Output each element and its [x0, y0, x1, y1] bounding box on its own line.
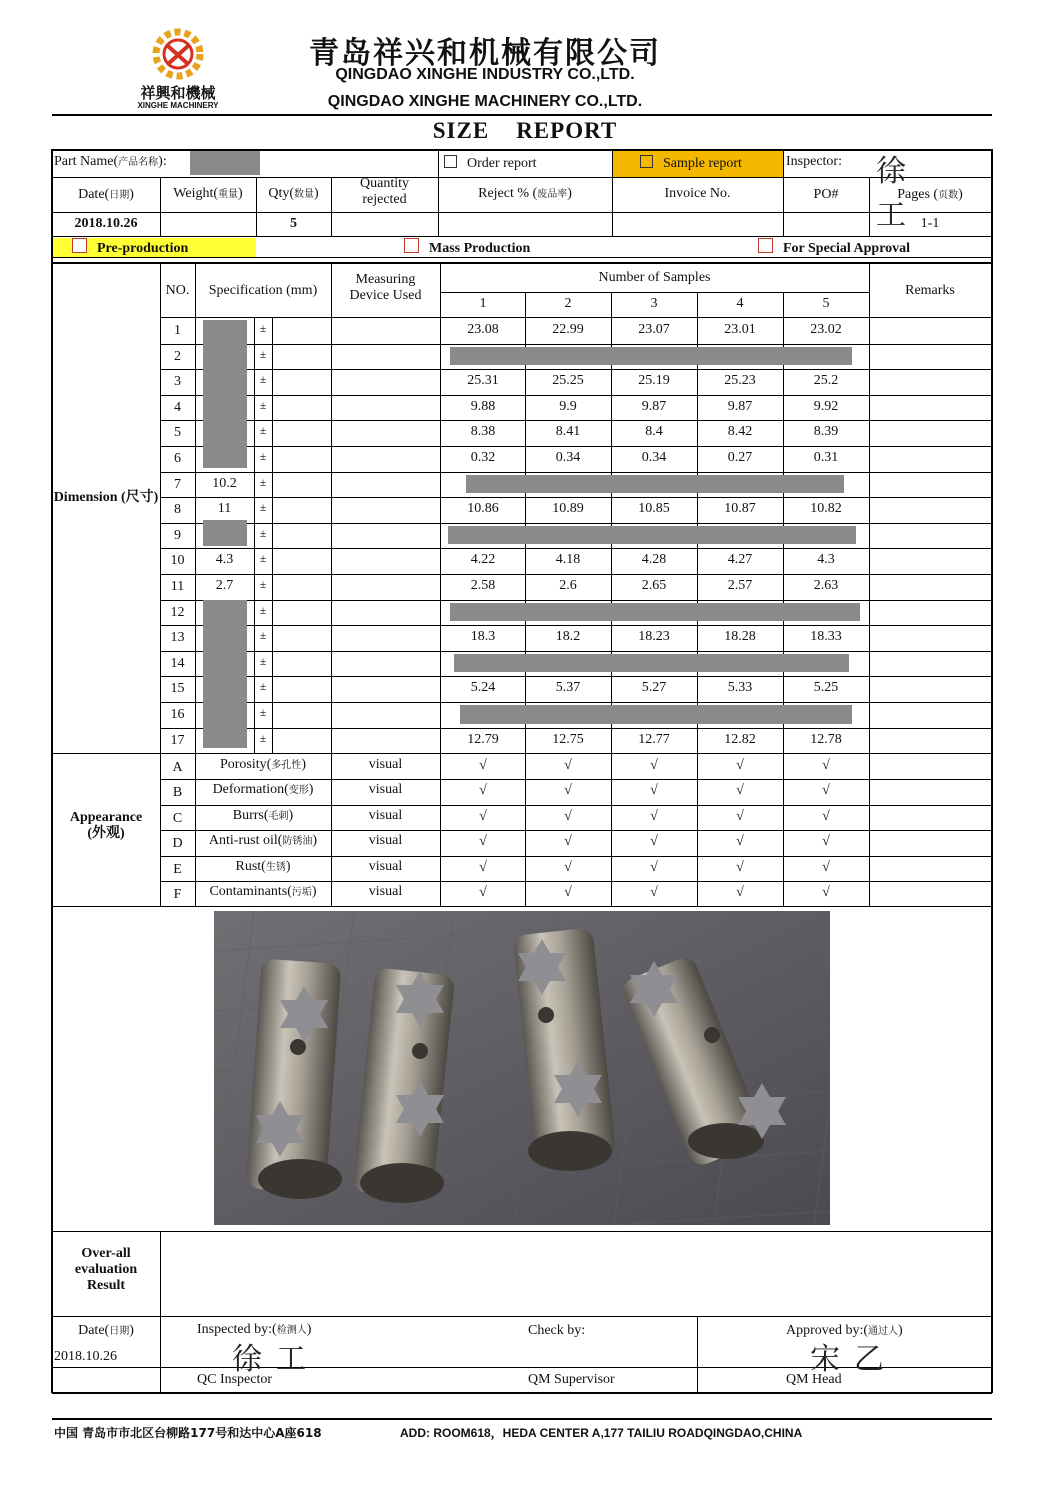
check-mark: √ — [479, 758, 487, 773]
sample-value: 9.87 — [641, 398, 667, 414]
logo-text-en: XINGHE MACHINERY — [137, 101, 219, 110]
check-mark: √ — [736, 808, 744, 824]
footer-address-cn: 中国 青岛市市北区台柳路177号和达中心A座618 — [54, 1426, 322, 1440]
check-mark: √ — [736, 859, 744, 875]
check-by-label: Check by: — [528, 1323, 586, 1338]
sample-value: 2.65 — [641, 578, 667, 593]
redacted-row-values — [454, 654, 849, 673]
sample-value: 0.32 — [470, 450, 496, 465]
check-mark: √ — [564, 834, 572, 850]
dimension-no: 1 — [174, 323, 181, 338]
dimension-no: 6 — [174, 451, 181, 466]
report-title: SIZE REPORT — [432, 118, 618, 143]
sample-value: 4.22 — [470, 552, 496, 568]
product-photo — [214, 911, 830, 1225]
redacted-row-values — [460, 705, 852, 724]
pre-production-option[interactable]: Pre-production — [72, 238, 188, 257]
company-name-cn: 青岛祥兴和机械有限公司 — [309, 36, 661, 71]
appearance-no: D — [172, 836, 183, 852]
dimension-spec: 10.2 — [212, 475, 237, 491]
appearance-item: Contaminants(污垢) — [209, 884, 317, 899]
check-mark: √ — [822, 808, 830, 824]
check-mark: √ — [650, 783, 658, 799]
plus-minus-sign: ± — [259, 321, 267, 335]
sample-value: 5.37 — [555, 680, 581, 696]
dimension-no: 16 — [170, 707, 185, 722]
sample-value: 12.78 — [810, 731, 842, 747]
sample-value: 5.27 — [641, 680, 667, 696]
sample-value: 8.39 — [813, 424, 839, 440]
redacted-row-values — [450, 347, 852, 366]
signoff-date-label: Date(日期) — [78, 1323, 134, 1338]
qm-supervisor-label: QM Supervisor — [528, 1372, 615, 1387]
sample-value: 9.88 — [470, 398, 496, 414]
sample-value: 2.63 — [813, 578, 839, 593]
dimension-no: 8 — [174, 502, 181, 518]
check-mark: √ — [650, 834, 658, 850]
check-mark: √ — [479, 885, 487, 900]
sample-value: 10.85 — [638, 501, 670, 517]
sample-value: 18.3 — [470, 629, 496, 645]
sample-value: 25.2 — [813, 373, 839, 389]
pages-label: Pages (页数) — [897, 187, 963, 202]
check-mark: √ — [564, 783, 572, 799]
po-label: PO# — [813, 187, 839, 202]
check-mark: √ — [650, 885, 658, 900]
dimension-no: 13 — [170, 630, 185, 646]
qty-label: Qty(数量) — [268, 186, 319, 201]
sample-value: 8.41 — [555, 424, 581, 440]
sample-value: 9.92 — [813, 398, 839, 414]
appearance-device: visual — [368, 782, 403, 798]
check-mark: √ — [822, 783, 830, 799]
sample-value: 5.24 — [470, 680, 496, 696]
invoice-label: Invoice No. — [664, 186, 731, 201]
sample-value: 9.9 — [559, 398, 577, 414]
check-mark: √ — [822, 834, 830, 850]
appearance-no: B — [172, 785, 183, 801]
sample-value: 10.87 — [724, 501, 756, 517]
check-mark: √ — [479, 859, 487, 875]
redacted-row-values — [450, 603, 860, 622]
plus-minus-sign: ± — [259, 602, 267, 617]
plus-minus-sign: ± — [259, 397, 267, 412]
part-name-redacted — [190, 151, 260, 175]
qc-inspector-label: QC Inspector — [197, 1372, 273, 1387]
company-name-en-industry: QINGDAO XINGHE INDUSTRY CO.,LTD. — [335, 66, 635, 83]
appearance-no: C — [172, 810, 183, 826]
dimension-no: 10 — [170, 553, 185, 569]
sample-col-header-2: 2 — [564, 296, 572, 311]
appearance-device: visual — [368, 833, 403, 849]
sample-value: 12.75 — [552, 731, 584, 747]
dimension-spec: 2.7 — [215, 578, 234, 593]
plus-minus-sign: ± — [259, 730, 267, 745]
sample-value: 2.57 — [727, 578, 753, 593]
appearance-device: visual — [368, 884, 403, 899]
order-report-option[interactable]: Order report — [444, 155, 537, 172]
sample-value: 23.08 — [467, 322, 499, 337]
sample-value: 5.25 — [813, 680, 839, 696]
part-name-label: Part Name(产品名称): — [54, 154, 167, 169]
sample-col-header-5: 5 — [822, 296, 830, 311]
check-mark: √ — [479, 783, 487, 799]
check-mark: √ — [822, 885, 830, 900]
plus-minus-sign: ± — [259, 679, 267, 694]
sample-col-header-1: 1 — [479, 296, 487, 311]
date-label: Date(日期) — [78, 187, 134, 202]
col-header-no: NO. — [165, 283, 190, 298]
plus-minus-sign: ± — [259, 551, 267, 566]
sample-value: 12.79 — [467, 731, 499, 747]
sample-value: 8.42 — [727, 424, 753, 440]
plus-minus-sign: ± — [259, 449, 267, 463]
plus-minus-sign: ± — [259, 628, 267, 643]
appearance-device: visual — [368, 858, 403, 874]
company-name-en-machinery: QINGDAO XINGHE MACHINERY CO.,LTD. — [327, 93, 643, 110]
appearance-item: Rust(生锈) — [235, 858, 291, 874]
sample-col-header-3: 3 — [650, 296, 658, 311]
check-mark: √ — [736, 783, 744, 799]
sample-value: 8.38 — [470, 424, 496, 440]
sample-value: 2.58 — [470, 578, 496, 593]
appearance-no: F — [173, 887, 182, 902]
dimension-no: 3 — [174, 374, 181, 390]
dimension-no: 2 — [174, 348, 181, 364]
sample-value: 12.82 — [724, 731, 756, 747]
sample-value: 18.2 — [555, 629, 581, 645]
plus-minus-sign: ± — [259, 372, 267, 387]
sample-value: 4.28 — [641, 552, 667, 568]
plus-minus-sign: ± — [259, 525, 267, 540]
inspected-by-label: Inspected by:(检测人) — [197, 1322, 312, 1337]
col-header-samples: Number of Samples — [598, 270, 711, 285]
check-mark: √ — [736, 834, 744, 850]
footer-rule — [52, 1418, 992, 1420]
appearance-no: E — [173, 861, 182, 877]
check-mark: √ — [822, 859, 830, 875]
sample-value: 0.34 — [555, 450, 581, 465]
date-value: 2018.10.26 — [74, 216, 138, 231]
approved-by-label: Approved by:(通过人) — [786, 1323, 903, 1338]
sample-value: 4.3 — [817, 552, 835, 568]
appearance-no: A — [172, 760, 183, 775]
qty-value: 5 — [290, 216, 297, 231]
plus-minus-sign: ± — [259, 346, 267, 361]
dimension-no: 9 — [174, 527, 181, 543]
sample-value: 22.99 — [552, 322, 584, 337]
sample-report-checkbox[interactable] — [640, 155, 653, 168]
appearance-device: visual — [368, 757, 403, 772]
plus-minus-sign: ± — [259, 423, 267, 438]
dimension-no: 12 — [170, 604, 185, 620]
sample-value: 9.87 — [727, 398, 753, 414]
approved-by-signature: 宋乙 — [810, 1342, 898, 1377]
inspector-label: Inspector: — [786, 154, 842, 169]
mass-production-checkbox[interactable] — [404, 238, 419, 253]
special-approval-option[interactable]: For Special Approval — [758, 238, 910, 257]
dimension-no: 4 — [174, 399, 181, 415]
sample-value: 23.07 — [638, 322, 670, 337]
sample-value: 8.4 — [645, 424, 663, 440]
sample-value: 2.6 — [559, 578, 577, 593]
dimension-no: 15 — [170, 681, 185, 697]
col-header-device: Measuring Device Used — [349, 272, 422, 304]
pre-production-checkbox[interactable] — [72, 238, 87, 253]
sample-value: 25.31 — [467, 373, 499, 389]
sample-value: 25.19 — [638, 373, 670, 389]
col-header-remarks: Remarks — [905, 283, 955, 298]
qty-rejected-label: Quantity rejected — [360, 176, 409, 208]
special-approval-checkbox[interactable] — [758, 238, 773, 253]
overall-evaluation-label: Over-all evaluation Result — [74, 1246, 138, 1294]
appearance-item: Burrs(毛刺) — [232, 807, 294, 823]
check-mark: √ — [650, 859, 658, 875]
footer-address-en: ADD: ROOM618，HEDA CENTER A,177 TAILIU ROADQINGDAO,CHINA — [400, 1426, 803, 1440]
sample-value: 12.77 — [638, 731, 670, 747]
col-header-spec: Specification (mm) — [208, 283, 318, 298]
inspector-signature: 徐工 — [876, 154, 920, 233]
sample-value: 10.89 — [552, 501, 584, 517]
appearance-item: Anti-rust oil(防锈油) — [208, 833, 318, 849]
sample-value: 10.82 — [810, 501, 842, 517]
sample-value: 18.23 — [638, 629, 670, 645]
check-mark: √ — [650, 758, 658, 773]
dimension-no: 11 — [170, 579, 185, 594]
redacted-spec — [203, 520, 247, 546]
qm-head-label: QM Head — [786, 1372, 842, 1387]
plus-minus-sign: ± — [259, 653, 267, 668]
dimension-section-label: Dimension (尺寸) — [53, 490, 159, 505]
mass-production-option[interactable]: Mass Production — [404, 238, 530, 257]
order-report-checkbox[interactable] — [444, 155, 457, 168]
reject-percent-label: Reject % (废品率) — [478, 186, 572, 201]
check-mark: √ — [564, 859, 572, 875]
appearance-section-label: Appearance (外观) — [69, 810, 143, 842]
check-mark: √ — [479, 808, 487, 824]
sample-value: 4.27 — [727, 552, 753, 568]
plus-minus-sign: ± — [259, 705, 267, 719]
weight-label: Weight(重量) — [173, 186, 243, 201]
signoff-date-value: 2018.10.26 — [54, 1349, 117, 1364]
sample-value: 10.86 — [467, 501, 499, 517]
dimension-no: 14 — [170, 655, 185, 671]
appearance-device: visual — [368, 807, 403, 823]
header-rule — [52, 114, 992, 116]
redacted-row-values — [466, 475, 844, 494]
plus-minus-sign: ± — [259, 474, 267, 489]
check-mark: √ — [564, 808, 572, 824]
sample-value: 25.23 — [724, 373, 756, 389]
plus-minus-sign: ± — [259, 577, 267, 591]
check-mark: √ — [736, 885, 744, 900]
dimension-no: 7 — [174, 476, 181, 492]
sample-col-header-4: 4 — [736, 296, 744, 311]
check-mark: √ — [564, 885, 572, 900]
dimension-spec: 11 — [217, 501, 232, 517]
dimension-spec: 4.3 — [215, 552, 234, 568]
redacted-row-values — [448, 526, 856, 545]
sample-value: 4.18 — [555, 552, 581, 568]
logo-text-cn: 祥興和機械 — [140, 84, 216, 102]
sample-value: 25.25 — [552, 373, 584, 389]
check-mark: √ — [822, 758, 830, 773]
sample-value: 0.34 — [641, 450, 667, 465]
check-mark: √ — [564, 758, 572, 773]
check-mark: √ — [736, 758, 744, 773]
dimension-no: 5 — [174, 425, 181, 441]
inspected-by-signature: 徐工 — [232, 1342, 320, 1377]
sample-value: 18.28 — [724, 629, 756, 645]
check-mark: √ — [479, 834, 487, 850]
sample-value: 5.33 — [727, 680, 753, 696]
sample-value: 18.33 — [810, 629, 842, 645]
sample-value: 23.02 — [810, 322, 842, 337]
sample-value: 0.27 — [727, 450, 753, 465]
appearance-item: Porosity(多孔性) — [219, 757, 306, 772]
plus-minus-sign: ± — [259, 500, 267, 515]
redacted-spec — [203, 320, 247, 468]
appearance-item: Deformation(变形) — [212, 782, 314, 798]
redacted-spec — [203, 600, 247, 748]
check-mark: √ — [650, 808, 658, 824]
sample-report-option[interactable]: Sample report — [640, 155, 742, 172]
sample-value: 23.01 — [724, 322, 756, 337]
dimension-no: 17 — [170, 732, 185, 748]
sample-value: 0.31 — [813, 450, 839, 465]
pages-value: 1-1 — [920, 216, 940, 231]
